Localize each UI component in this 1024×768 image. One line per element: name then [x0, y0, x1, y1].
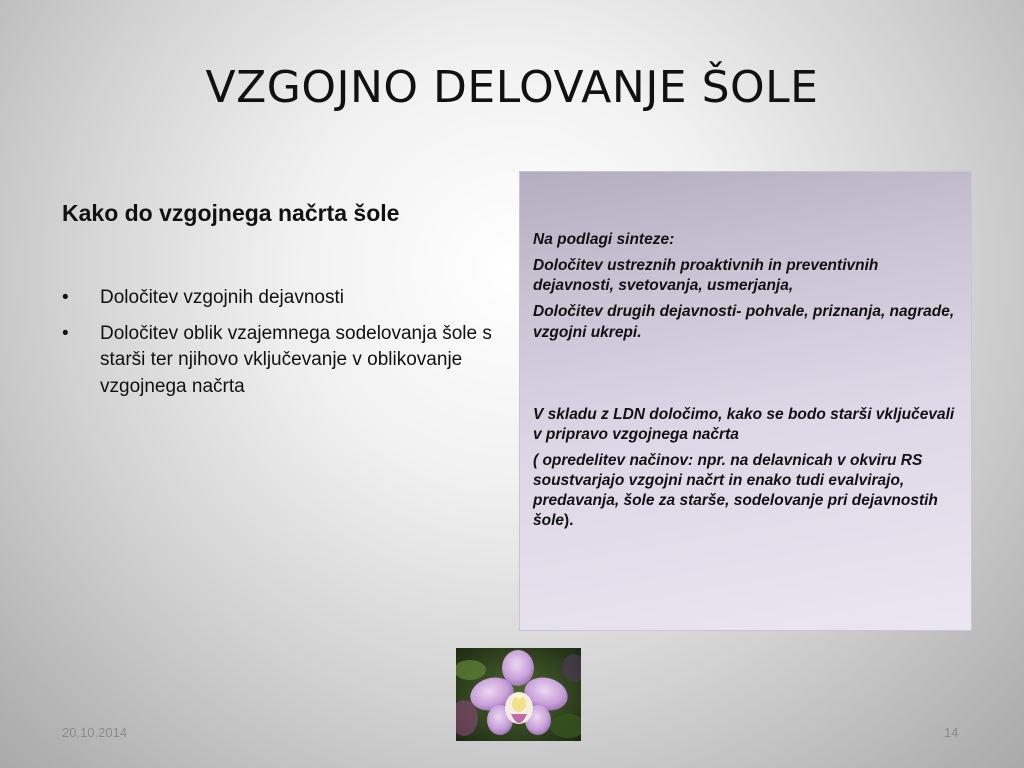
panel-paragraph-end: ). — [564, 512, 574, 530]
text-panel — [519, 171, 972, 631]
slide-subtitle: Kako do vzgojnega načrta šole — [62, 200, 400, 226]
bullet-icon: • — [62, 287, 69, 308]
bullet-text: Določitev vzgojnih dejavnosti — [100, 287, 344, 308]
panel-paragraph: V skladu z LDN določimo, kako se bodo starši vključevali v pripravo vzgojnega načrta — [533, 405, 955, 443]
page-number: 14 — [944, 725, 959, 740]
orchid-flower-icon — [456, 648, 581, 741]
bullet-text: Določitev oblik vzajemnega sodelovanja šole s starši ter njihovo vključevanje v oblikovanje vzgojnega načrta — [100, 322, 492, 397]
panel-paragraph: Na podlagi sinteze: — [533, 231, 675, 248]
panel-paragraph: Določitev ustreznih proaktivnih in preventivnih dejavnosti, svetovanja, usmerjanja, — [533, 257, 879, 295]
list-item — [62, 321, 492, 401]
panel-paragraph: Določitev drugih dejavnosti- pohvale, priznanja, nagrade, vzgojni ukrepi. — [533, 303, 955, 341]
bullet-icon: • — [62, 322, 69, 344]
panel-paragraph-text: ( opredelitev načinov: npr. na delavnicah v okviru RS soustvarjajo vzgojni načrt in enako tudi evalvirajo, predavanja, šole za starše, sodelovanje pri dejavnostih šole — [533, 451, 938, 530]
list-item — [62, 285, 492, 312]
panel-paragraph — [533, 451, 961, 532]
orchid-photo — [456, 648, 581, 741]
slide-title: VZGOJNO DELOVANJE ŠOLE — [205, 62, 819, 113]
footer-date: 20.10.2014 — [62, 725, 128, 740]
bullet-list — [62, 285, 492, 409]
